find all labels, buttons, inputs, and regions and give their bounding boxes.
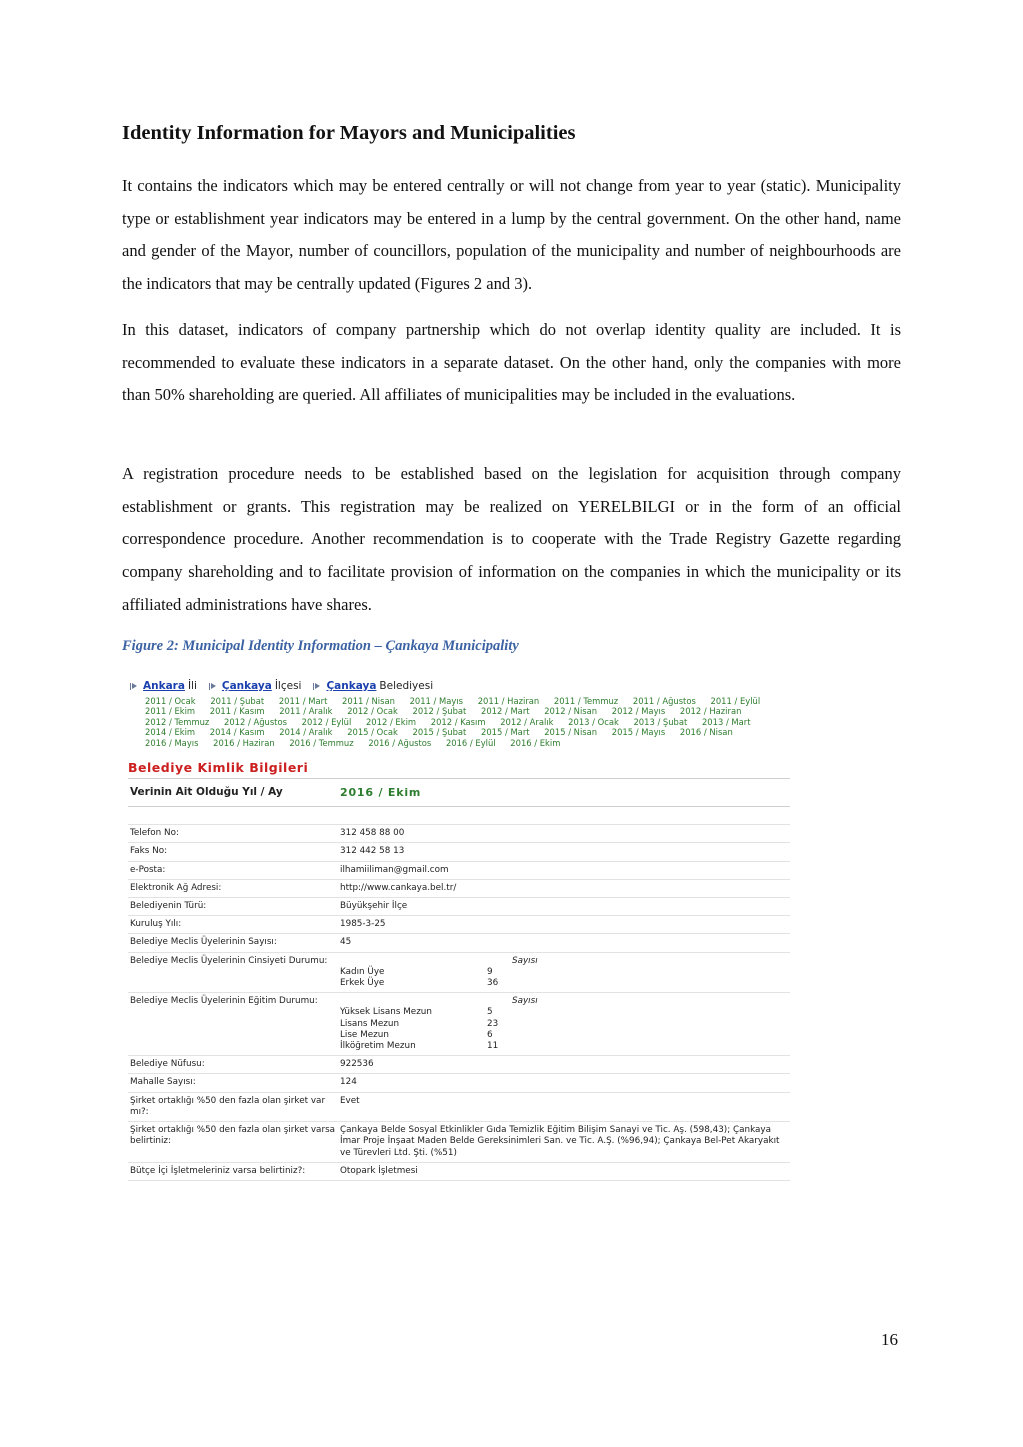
breadcrumb-link-municipality[interactable]: Çankaya bbox=[326, 680, 377, 692]
month-link[interactable]: 2012 / Ekim bbox=[365, 716, 417, 727]
info-rows-top bbox=[128, 825, 790, 952]
paragraph-1: It contains the indicators which may be entered centrally or will not change from year to year (static). Municipality type or establishment year indicators may be entered in a lump by the central government. On the other hand, name and gender of the Mayor, number of councillors, population of the municipality and number of neighbourhoods are the indicators that may be centrally updated (Figures 2 and 3). bbox=[122, 176, 901, 294]
breadcrumb-link-province[interactable]: Ankara bbox=[143, 680, 185, 692]
arrow-icon bbox=[209, 683, 216, 690]
month-link[interactable]: 2012 / Aralık bbox=[500, 716, 554, 727]
info-label: Bütçe İçi İşletmeleriniz varsa belirtiniz?: bbox=[130, 1165, 306, 1176]
info-value: Otopark İşletmesi bbox=[340, 1165, 418, 1176]
info-value: ilhamiiliman@gmail.com bbox=[340, 864, 449, 875]
figure-caption: Figure 2: Municipal Identity Information – Çankaya Municipality bbox=[122, 638, 519, 654]
month-link[interactable]: 2016 / Temmuz bbox=[289, 737, 354, 748]
info-value: http://www.cankaya.bel.tr/ bbox=[340, 882, 457, 893]
info-row bbox=[128, 1163, 790, 1181]
count-category: Yüksek Lisans Mezun bbox=[340, 1007, 432, 1018]
count-number: 11 bbox=[487, 1041, 499, 1052]
month-link[interactable]: 2012 / Nisan bbox=[544, 706, 598, 717]
breadcrumb-suffix: Belediyesi bbox=[379, 680, 434, 692]
info-label: Şirket ortaklığı %50 den fazla olan şirket var mı?: bbox=[130, 1095, 326, 1117]
month-link[interactable]: 2016 / Eylül bbox=[445, 737, 496, 748]
count-item bbox=[340, 978, 790, 989]
paragraph-2: In this dataset, indicators of company partnership which do not overlap identity quality are included. It is recommended to evaluate these indicators in a separate dataset. On the other hand, only the companies with more than 50% shareholding are queried. All affiliates of municipalities may be included in the evaluations. bbox=[122, 320, 901, 405]
count-category: Lisans Mezun bbox=[340, 1018, 400, 1029]
month-links bbox=[145, 696, 790, 748]
month-link[interactable]: 2014 / Ekim bbox=[145, 727, 196, 738]
count-category: İlköğretim Mezun bbox=[340, 1041, 416, 1052]
month-link[interactable]: 2015 / Nisan bbox=[544, 727, 598, 738]
count-number: 23 bbox=[487, 1018, 499, 1029]
info-value: 1985-3-25 bbox=[340, 919, 386, 930]
page-number: 16 bbox=[881, 1330, 898, 1349]
education-values bbox=[340, 993, 790, 1055]
info-label: Faks No: bbox=[130, 846, 168, 857]
month-link[interactable]: 2011 / Ocak bbox=[145, 696, 196, 706]
info-label: Elektronik Ağ Adresi: bbox=[130, 882, 222, 893]
month-link[interactable]: 2015 / Ocak bbox=[347, 727, 398, 738]
month-link[interactable]: 2016 / Ağustos bbox=[368, 737, 432, 748]
month-link[interactable]: 2011 / Temmuz bbox=[553, 696, 619, 706]
info-row bbox=[128, 880, 790, 898]
info-row bbox=[128, 1056, 790, 1074]
month-link[interactable]: 2015 / Mart bbox=[481, 727, 530, 738]
info-value: 312 442 58 13 bbox=[340, 846, 405, 857]
count-item bbox=[340, 1041, 790, 1052]
info-label: Kuruluş Yılı: bbox=[130, 919, 182, 930]
education-row bbox=[128, 993, 790, 1056]
info-label: Telefon No: bbox=[130, 828, 179, 839]
month-link[interactable]: 2012 / Ocak bbox=[347, 706, 398, 717]
gender-label: Belediye Meclis Üyelerinin Cinsiyeti Durumu: bbox=[130, 955, 328, 966]
municipality-screenshot bbox=[128, 678, 790, 1181]
gender-values bbox=[340, 953, 790, 993]
info-row bbox=[128, 898, 790, 916]
info-label: Belediye Meclis Üyelerinin Sayısı: bbox=[130, 937, 277, 948]
month-link[interactable]: 2015 / Mayıs bbox=[611, 727, 666, 738]
info-label: Belediye Nüfusu: bbox=[130, 1059, 205, 1070]
gender-row bbox=[128, 953, 790, 994]
month-link[interactable]: 2016 / Haziran bbox=[213, 737, 275, 748]
period-label: Verinin Ait Olduğu Yıl / Ay bbox=[130, 786, 283, 799]
month-link[interactable]: 2016 / Ekim bbox=[510, 737, 561, 748]
info-row bbox=[128, 843, 790, 861]
info-row bbox=[128, 825, 790, 843]
month-link[interactable]: 2011 / Haziran bbox=[477, 696, 540, 706]
info-value: Evet bbox=[340, 1095, 360, 1106]
count-item bbox=[340, 967, 790, 978]
count-item bbox=[340, 1007, 790, 1018]
info-row bbox=[128, 1093, 790, 1122]
month-link[interactable]: 2013 / Ocak bbox=[568, 716, 619, 727]
count-number: 9 bbox=[487, 966, 493, 977]
spacer bbox=[128, 807, 790, 825]
month-link[interactable]: 2011 / Mart bbox=[278, 696, 328, 706]
count-header: Sayısı bbox=[512, 996, 538, 1007]
month-link[interactable]: 2011 / Kasım bbox=[209, 706, 265, 717]
arrow-icon bbox=[313, 683, 320, 690]
info-label: Mahalle Sayısı: bbox=[130, 1077, 196, 1088]
month-link[interactable]: 2011 / Ağustos bbox=[632, 696, 696, 706]
breadcrumb bbox=[128, 678, 790, 694]
month-link[interactable]: 2012 / Temmuz bbox=[145, 716, 210, 727]
info-value: 124 bbox=[340, 1077, 357, 1088]
month-link[interactable]: 2015 / Şubat bbox=[412, 727, 467, 738]
info-value: Çankaya Belde Sosyal Etkinlikler Gıda Temizlik Eğitim Bilişim Sanayi ve Tic. Aş. (598,43); Çankaya İmar Proje İnşaat Maden Belde Gereksinimleri San. ve Tic. A.Ş. (%96,94); Çankaya Bel-Pet Akaryakıt ve Türevleri Ltd. Şti. (%51) bbox=[340, 1125, 780, 1158]
month-link[interactable]: 2013 / Mart bbox=[701, 716, 751, 727]
section-heading: Identity Information for Mayors and Municipalities bbox=[122, 122, 576, 144]
month-link[interactable]: 2012 / Kasım bbox=[430, 716, 486, 727]
info-row bbox=[128, 862, 790, 880]
month-link[interactable]: 2011 / Eylül bbox=[710, 696, 761, 706]
breadcrumb-suffix: İlçesi bbox=[274, 680, 302, 692]
info-row bbox=[128, 934, 790, 952]
period-row bbox=[128, 779, 790, 807]
info-value: Büyükşehir İlçe bbox=[340, 901, 408, 912]
count-item bbox=[340, 1019, 790, 1030]
month-link[interactable]: 2012 / Haziran bbox=[679, 706, 742, 717]
count-category: Lise Mezun bbox=[340, 1029, 389, 1040]
info-value: 922536 bbox=[340, 1059, 374, 1070]
month-link[interactable]: 2014 / Aralık bbox=[279, 727, 333, 738]
info-row bbox=[128, 1074, 790, 1092]
month-link[interactable]: 2011 / Nisan bbox=[342, 696, 395, 706]
month-link[interactable]: 2012 / Şubat bbox=[412, 706, 467, 717]
count-number: 6 bbox=[487, 1029, 493, 1040]
arrow-icon bbox=[130, 683, 137, 690]
count-category: Kadın Üye bbox=[340, 966, 385, 977]
info-label: e-Posta: bbox=[130, 864, 166, 875]
period-value: 2016 / Ekim bbox=[340, 786, 422, 800]
count-number: 36 bbox=[487, 978, 499, 989]
count-category: Erkek Üye bbox=[340, 978, 385, 989]
month-link[interactable]: 2016 / Mayıs bbox=[145, 737, 199, 748]
info-row bbox=[128, 1122, 790, 1163]
month-link[interactable]: 2014 / Kasım bbox=[209, 727, 265, 738]
month-link[interactable]: 2012 / Eylül bbox=[301, 716, 352, 727]
count-header: Sayısı bbox=[512, 955, 538, 966]
info-row bbox=[128, 916, 790, 934]
info-label: Şirket ortaklığı %50 den fazla olan şirket varsa belirtiniz: bbox=[130, 1125, 336, 1147]
breadcrumb-link-district[interactable]: Çankaya bbox=[221, 680, 272, 692]
month-link[interactable]: 2016 / Nisan bbox=[679, 727, 733, 738]
paragraph-3: A registration procedure needs to be established based on the legislation for acquisition through company establishment or grants. This registration may be realized on YERELBILGI or in the form of an official correspondence procedure. Another recommendation is to cooperate with the Trade Registry Gazette regarding company shareholding and to facilitate provision of information on the companies in which the municipality or its affiliated administrations have shares. bbox=[122, 464, 901, 614]
info-label: Belediyenin Türü: bbox=[130, 901, 207, 912]
count-number: 5 bbox=[487, 1007, 493, 1018]
section-title: Belediye Kimlik Bilgileri bbox=[128, 760, 790, 779]
breadcrumb-suffix: İli bbox=[187, 680, 197, 692]
month-link[interactable]: 2013 / Şubat bbox=[633, 716, 688, 727]
info-value: 312 458 88 00 bbox=[340, 828, 405, 839]
month-link[interactable]: 2012 / Mart bbox=[481, 706, 530, 717]
month-link[interactable]: 2011 / Şubat bbox=[210, 696, 265, 706]
month-link[interactable]: 2011 / Mayıs bbox=[409, 696, 464, 706]
info-rows-bottom bbox=[128, 1056, 790, 1181]
month-link[interactable]: 2011 / Aralık bbox=[279, 706, 333, 717]
education-label: Belediye Meclis Üyelerinin Eğitim Durumu: bbox=[130, 996, 318, 1007]
info-value: 45 bbox=[340, 937, 352, 948]
month-link[interactable]: 2011 / Ekim bbox=[145, 706, 196, 717]
count-item bbox=[340, 1030, 790, 1041]
month-link[interactable]: 2012 / Mayıs bbox=[611, 706, 666, 717]
month-link[interactable]: 2012 / Ağustos bbox=[224, 716, 287, 727]
